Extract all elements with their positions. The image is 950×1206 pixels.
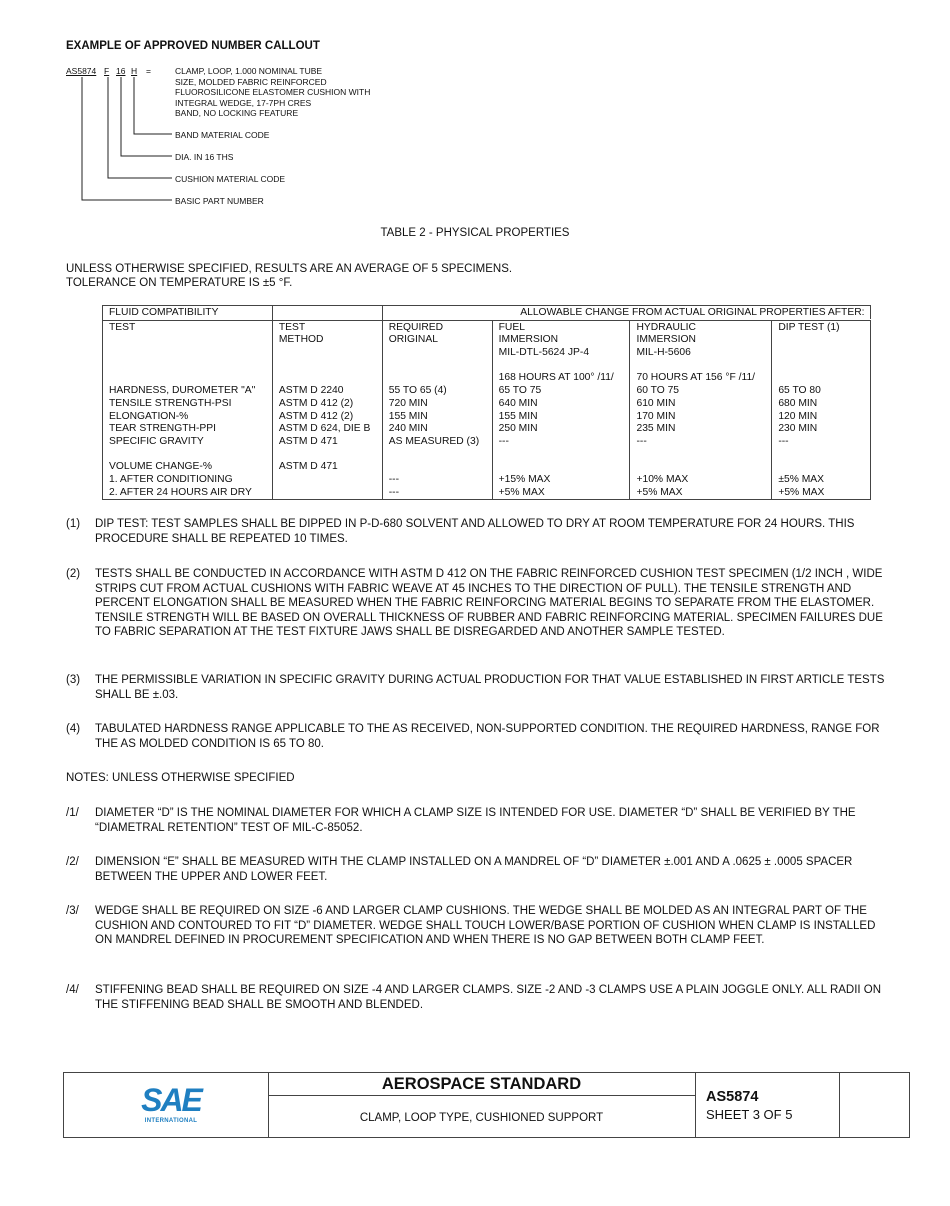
leader-cushion-material [108,77,172,178]
dip-test-column: DIP TEST (1) 65 TO 80 680 MIN 120 MIN 230 MIN --- ±5% MAX +5% MAX [772,320,871,500]
legend-diameter: DIA. IN 16 THS [175,152,234,162]
legend-cushion-material: CUSHION MATERIAL CODE [175,174,286,184]
code-diameter: 16 [116,66,126,76]
table-header-right-border [870,305,871,319]
callout-description: CLAMP, LOOP, 1.000 NOMINAL TUBE SIZE, MOLDED FABRIC REINFORCED FLUOROSILICONE ELASTOMER CUSHION WITH INTEGRAL WEDGE, 17-7PH CRES BAND, NO LOCKING FEATURE [175,66,371,119]
leader-basic-part [82,77,172,200]
notes-heading: NOTES: UNLESS OTHERWISE SPECIFIED [66,772,295,784]
hydraulic-immersion-column: HYDRAULIC IMMERSION MIL-H-5606 70 HOURS AT 156 °F /11/ 60 TO 75 610 MIN 170 MIN 235 MIN --- +10% MAX +5% MAX [630,320,772,500]
code-basic-part: AS5874 [66,66,97,76]
sae-logo: SAE INTERNATIONAL [141,1082,201,1124]
callout-title: EXAMPLE OF APPROVED NUMBER CALLOUT [66,40,320,52]
allowable-change-header: ALLOWABLE CHANGE FROM ACTUAL ORIGINAL PROPERTIES AFTER: [382,306,870,321]
document-title: CLAMP, LOOP TYPE, CUSHIONED SUPPORT [359,1112,604,1124]
sheet-number: SHEET 3 OF 5 [706,1107,793,1122]
test-method-column: TEST METHOD ASTM D 2240 ASTM D 412 (2) ASTM D 412 (2) ASTM D 624, DIE B ASTM D 471 ASTM D 471 [272,320,382,500]
table-title: TABLE 2 - PHYSICAL PROPERTIES [380,227,570,239]
legend-band-material: BAND MATERIAL CODE [175,130,270,140]
legend-basic-part: BASIC PART NUMBER [175,196,264,206]
standard-type: AEROSPACE STANDARD [268,1073,695,1096]
table-body-row [103,320,871,500]
document-number: AS5874 [706,1089,759,1105]
leader-diameter [121,77,172,156]
code-cushion-material: F [104,66,110,76]
table-intro: UNLESS OTHERWISE SPECIFIED, RESULTS ARE AN AVERAGE OF 5 SPECIMENS. TOLERANCE ON TEMPERATURE IS ±5 °F. [66,263,513,289]
title-block [63,1072,910,1138]
physical-properties-table [102,305,871,500]
code-band-material: H [131,66,138,76]
table-header-row [103,306,871,321]
leader-band-material [134,77,172,134]
fluid-compatibility-header: FLUID COMPATIBILITY [103,306,273,321]
sae-logo-cell [64,1073,269,1137]
fuel-immersion-column: FUEL IMMERSION MIL-DTL-5624 JP-4 168 HOURS AT 100° /11/ 65 TO 75 640 MIN 155 MIN 250 MIN --- +15% MAX +5% MAX [492,320,630,500]
code-equals: = [146,66,151,76]
test-column: TEST HARDNESS, DUROMETER "A" TENSILE STRENGTH-PSI ELONGATION-% TEAR STRENGTH-PPI SPECIFIC GRAVITY VOLUME CHANGE-% 1. AFTER CONDITIONING 2. AFTER 24 HOURS AIR DRY [103,320,273,500]
required-original-column: REQUIRED ORIGINAL 55 TO 65 (4) 720 MIN 155 MIN 240 MIN AS MEASURED (3) --- --- [382,320,492,500]
